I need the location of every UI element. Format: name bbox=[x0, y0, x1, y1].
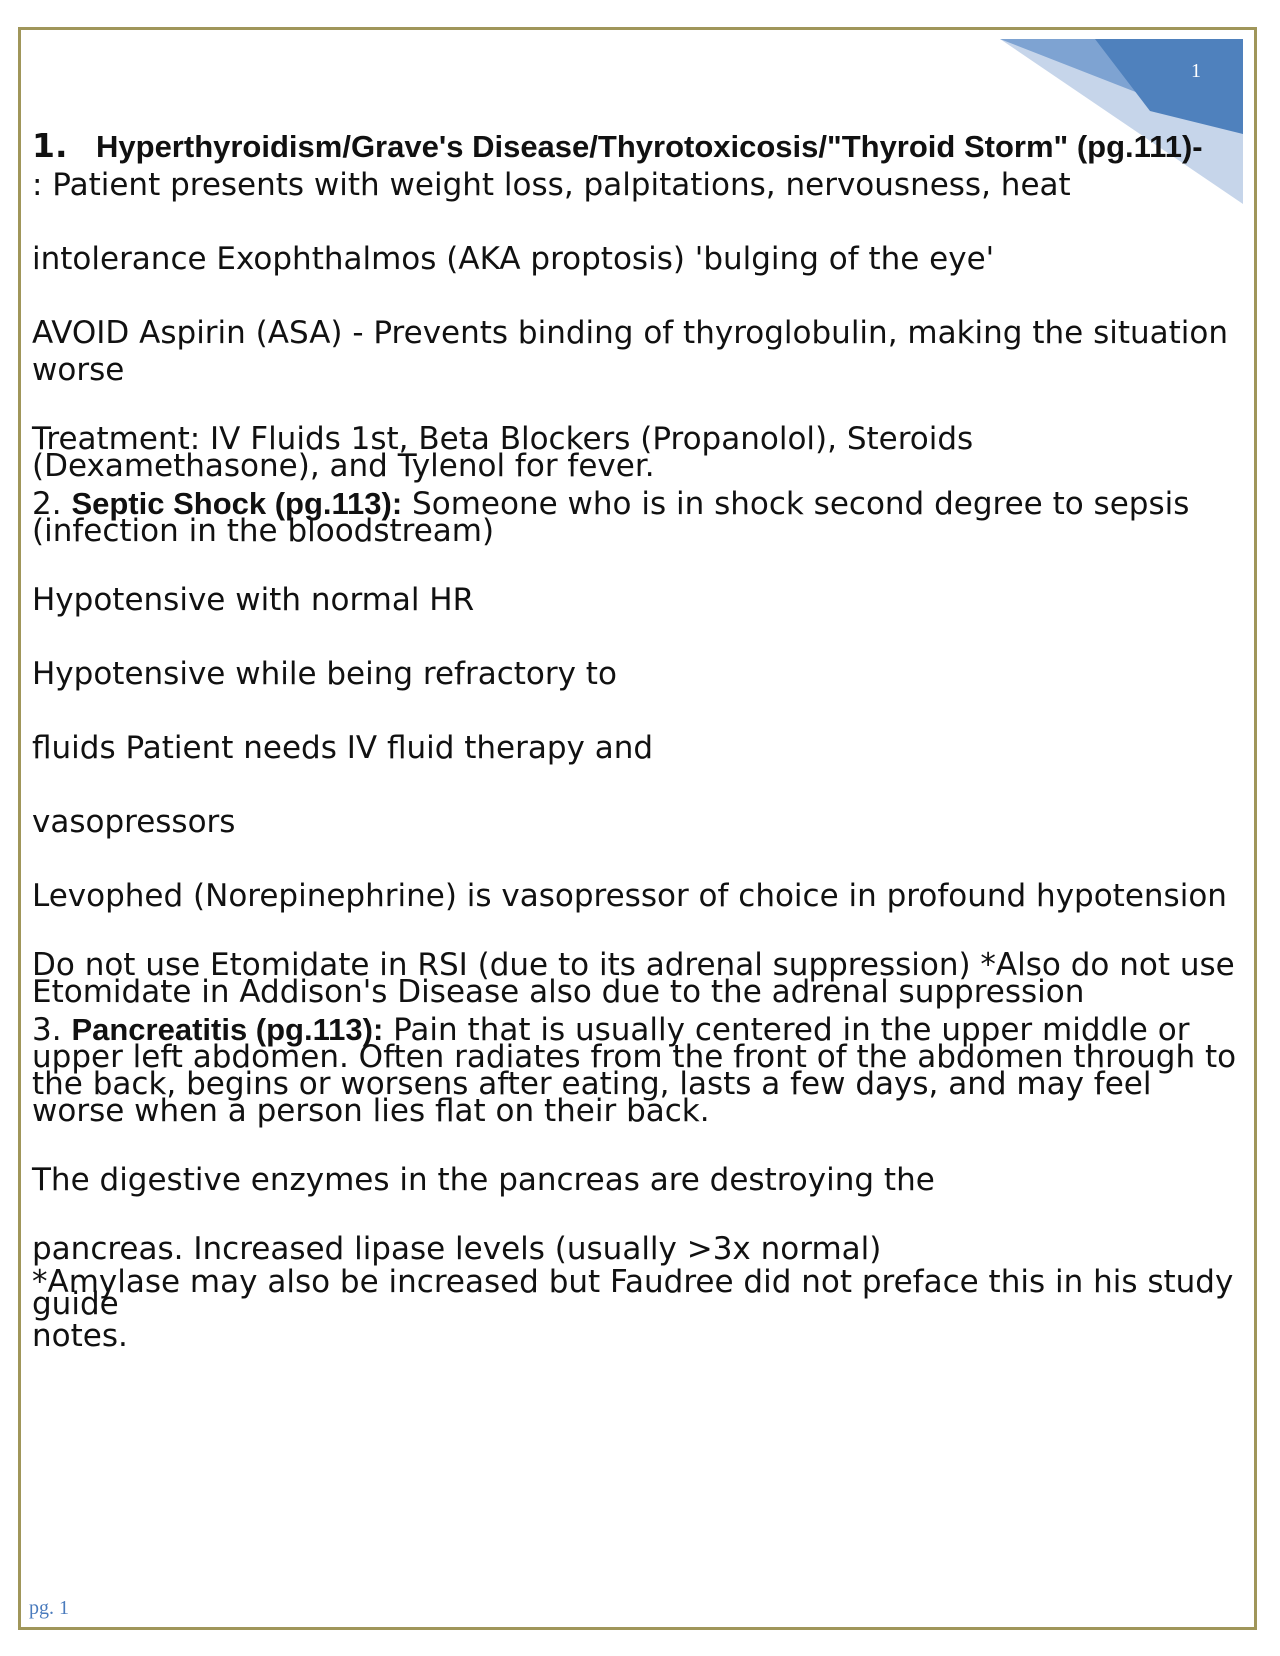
s2-paragraph-refractory: Hypotensive while being refractory to bbox=[32, 656, 617, 692]
s2-paragraph-hypotensive-hr: Hypotensive with normal HR bbox=[32, 582, 475, 618]
s3-paragraph-notes: notes. bbox=[32, 1318, 128, 1354]
page-number: 1 bbox=[1191, 60, 1201, 82]
s1-paragraph-treatment: Treatment: IV Fluids 1st, Beta Blockers (Propanolol), Steroids (Dexamethasone), and Tylenol for fever. bbox=[32, 421, 974, 484]
section-1-heading bbox=[32, 128, 1247, 165]
s1-paragraph-symptoms: : Patient presents with weight loss, palpitations, nervousness, heat bbox=[32, 167, 1071, 203]
s2-paragraph-fluids: fluids Patient needs IV fluid therapy and bbox=[32, 730, 654, 766]
s2-paragraph-levophed: Levophed (Norepinephrine) is vasopressor of choice in profound hypotension bbox=[32, 878, 1227, 914]
section-2-intro: Someone who is in shock second degree to sepsis (infection in the bloodstream) bbox=[32, 486, 1190, 549]
page-footer: pg. 1 bbox=[29, 1597, 69, 1619]
s2-paragraph-vasopressors: vasopressors bbox=[32, 804, 236, 840]
section-3-intro: Pain that is usually centered in the upper middle or upper left abdomen. Often radiates from the front of the abdomen through to the back, begins or worsens after eating, lasts a few days, and may feel worse when a person lies flat on their back. bbox=[32, 1012, 1237, 1129]
section-3-number: 3. bbox=[32, 1012, 62, 1048]
s3-paragraph-enzymes: The digestive enzymes in the pancreas are destroying the bbox=[32, 1162, 935, 1198]
s1-paragraph-aspirin: AVOID Aspirin (ASA) - Prevents binding of thyroglobulin, making the situation worse bbox=[32, 315, 1229, 388]
section-1-title: Hyperthyroidism/Grave's Disease/Thyrotoxicosis/"Thyroid Storm" (pg.111)- bbox=[96, 129, 1203, 164]
section-2-heading bbox=[32, 486, 1247, 549]
section-2-number: 2. bbox=[32, 486, 62, 522]
s1-paragraph-exophthalmos: intolerance Exophthalmos (AKA proptosis) 'bulging of the eye' bbox=[32, 241, 995, 277]
section-1-number: 1. bbox=[32, 126, 68, 165]
s3-paragraph-amylase: *Amylase may also be increased but Faudree did not preface this in his study guide bbox=[32, 1264, 1234, 1322]
s3-paragraph-lipase: pancreas. Increased lipase levels (usually >3x normal) bbox=[32, 1231, 882, 1267]
document-body bbox=[32, 126, 1247, 1354]
section-2-title: Septic Shock (pg.113): bbox=[71, 486, 403, 521]
section-3-heading bbox=[32, 1012, 1247, 1129]
section-3-title: Pancreatitis (pg.113): bbox=[71, 1012, 384, 1047]
s2-paragraph-etomidate: Do not use Etomidate in RSI (due to its adrenal suppression) *Also do not use Etomidate in Addison's Disease also due to the adrenal suppression bbox=[32, 947, 1235, 1010]
